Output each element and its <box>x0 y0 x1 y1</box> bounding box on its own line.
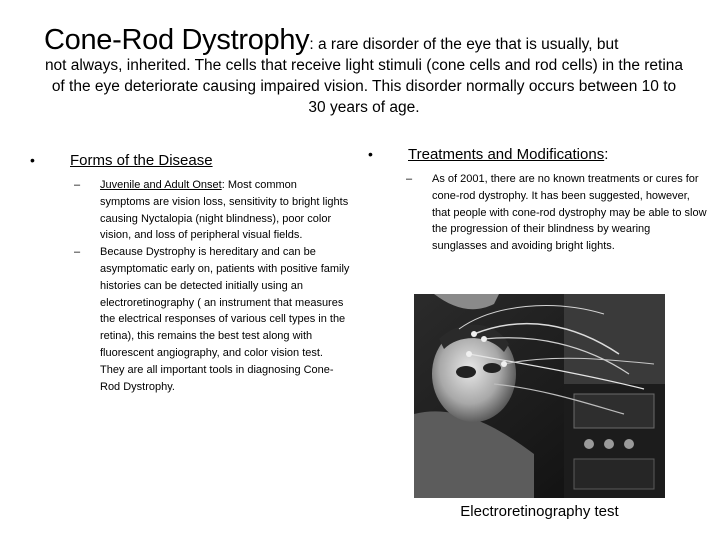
slide-title: Cone-Rod Dystrophy <box>44 24 310 56</box>
dash-icon: – <box>74 179 81 191</box>
dash-icon: – <box>406 173 413 185</box>
treatments-list <box>368 171 708 255</box>
treatments-heading-suffix: : <box>604 146 609 163</box>
forms-heading: Forms of the Disease <box>70 152 213 169</box>
onset-label: Juvenile and Adult Onset <box>100 179 222 191</box>
bullet-icon: • <box>368 146 373 162</box>
electroretinography-photo-icon <box>414 294 665 498</box>
electroretinography-photo <box>414 294 665 498</box>
list-item <box>406 171 708 255</box>
left-column <box>30 152 350 395</box>
title-description: not always, inherited. The cells that receive light stimuli (cone cells and rod cells) in the retina of the eye deteriorate causing impaired vision. This disorder normally occurs between 10 to 30 years of age. <box>44 57 684 116</box>
list-item-text <box>100 177 350 244</box>
treatments-heading: Treatments and Modifications <box>408 146 605 163</box>
photo-caption: Electroretinography test <box>460 503 619 520</box>
onset-text: : Most common symptoms are vision loss, sensitivity to bright lights causing Nyctalopia (night blindness), poor color vision, and loss of peripheral visual fields. <box>100 179 349 242</box>
right-heading-row <box>368 146 708 163</box>
bullet-icon: • <box>30 152 35 168</box>
treatments-heading-wrap <box>408 146 608 163</box>
title-description-lead: : a rare disorder of the eye that is usually, but <box>309 36 619 53</box>
forms-list <box>30 177 350 395</box>
right-column <box>368 146 708 255</box>
title-line <box>44 24 684 56</box>
treatment-text: As of 2001, there are no known treatments or cures for cone-rod dystrophy. It has been suggested, however, that people with cone-rod dystrophy may be able to slow the progression of their blindness by wearing sunglasses and avoiding bright lights. <box>432 173 707 253</box>
dash-icon: – <box>74 246 81 259</box>
left-heading-row <box>30 152 350 169</box>
diagnosis-text: Because Dystrophy is hereditary and can be asymptomatic early on, patients with positive family histories can be detected initially using an electroretinography ( an instrument that measures the electrical responses of various cell types in the retina), this remains the best test along with fluorescent angiography, and color vision test. They are all important tools in diagnosing Cone-Rod Dystrophy. <box>100 246 350 393</box>
title-block <box>44 24 684 118</box>
list-item <box>74 244 350 395</box>
list-item <box>74 177 350 244</box>
